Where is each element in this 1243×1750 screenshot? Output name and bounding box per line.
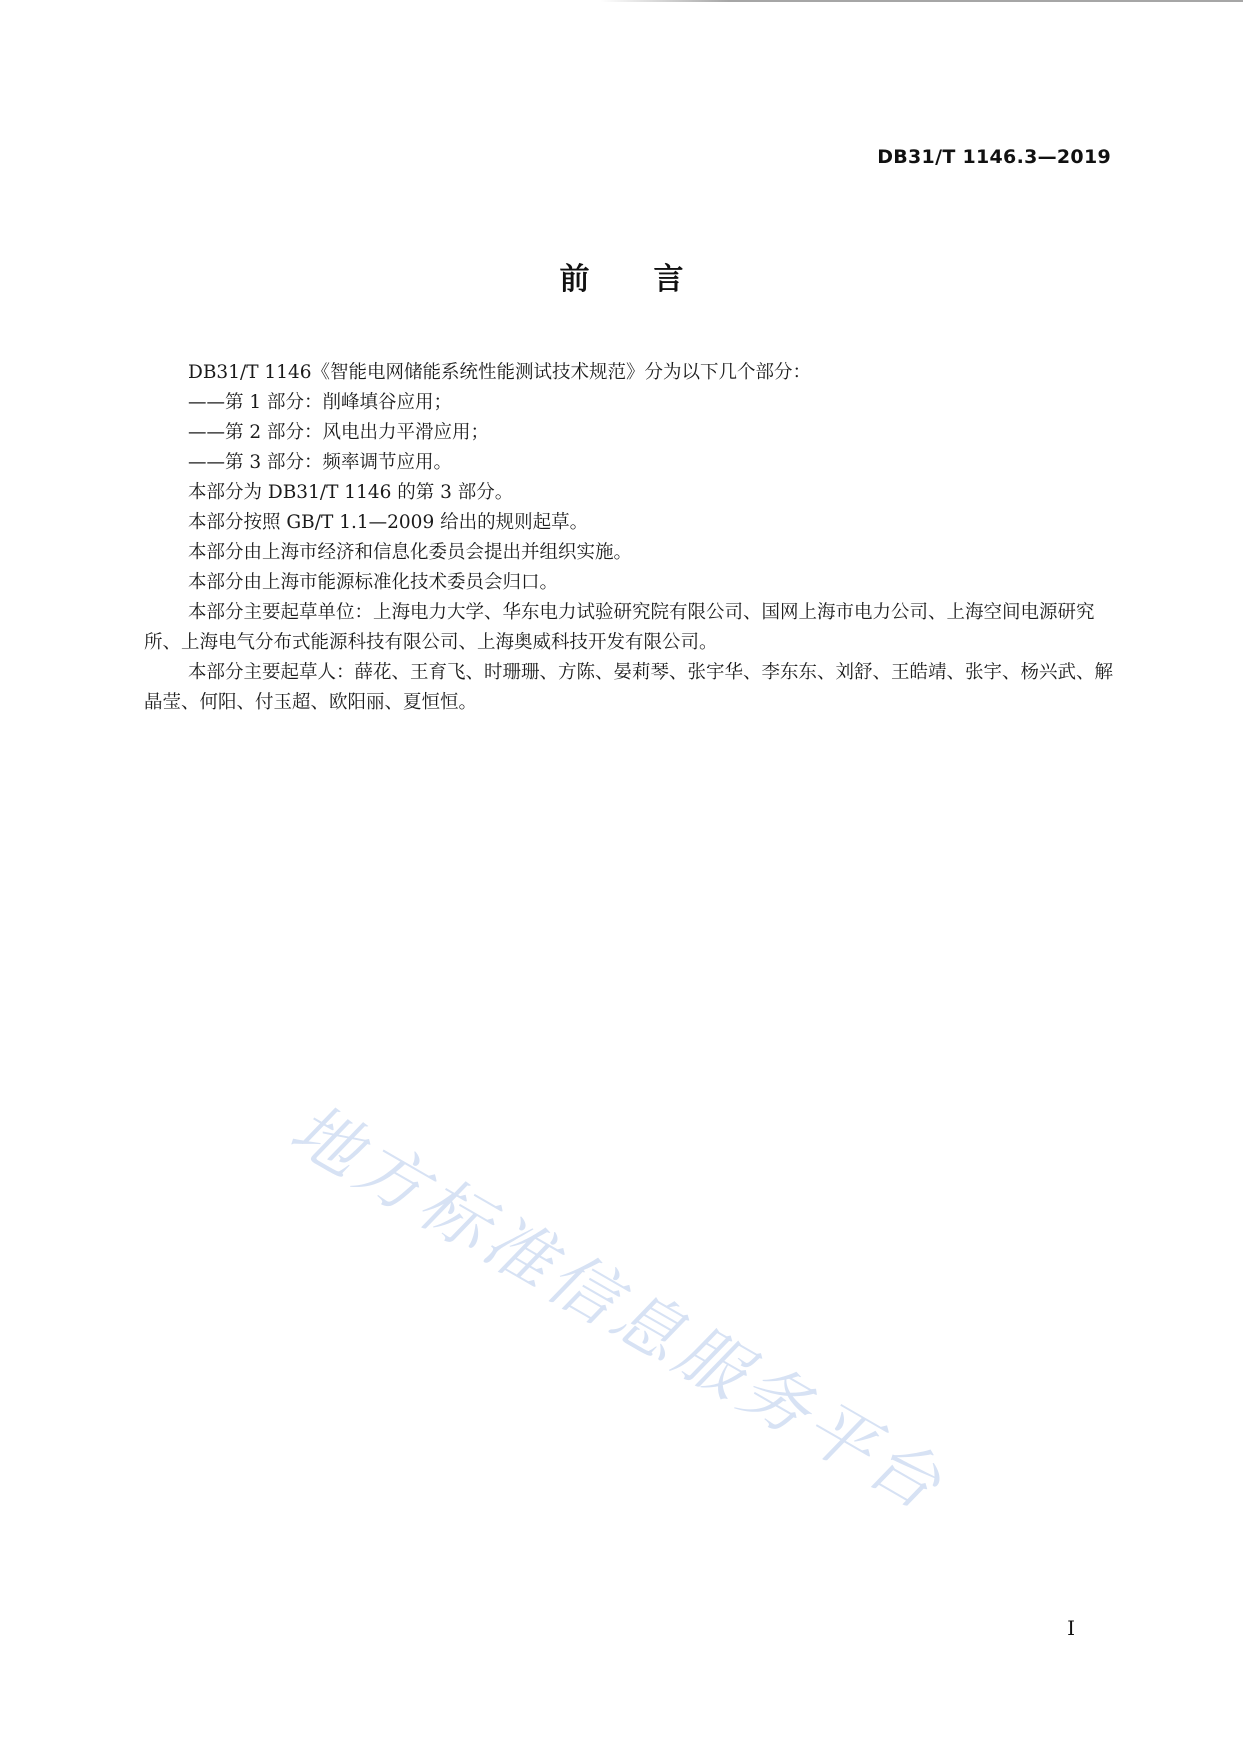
page-title: 前言	[559, 262, 748, 297]
page-number: I	[1067, 1616, 1075, 1640]
paragraph-intro: DB31/T 1146《智能电网储能系统性能测试技术规范》分为以下几个部分：	[188, 362, 812, 383]
scan-edge-line	[600, 0, 1243, 2]
list-item-part-1: ——第 1 部分：削峰填谷应用；	[188, 392, 453, 413]
paragraph-centralized-by: 本部分由上海市能源标准化技术委员会归口。	[188, 572, 559, 593]
paragraph-drafting-units: 本部分主要起草单位：上海电力大学、华东电力试验研究院有限公司、国网上海市电力公司、上海空间电源研究所、上海电气分布式能源科技有限公司、上海奥威科技开发有限公司。	[144, 602, 1095, 653]
foreword-body	[144, 358, 1114, 718]
paragraph-drafting-rules: 本部分按照 GB/T 1.1—2009 给出的规则起草。	[188, 512, 589, 533]
list-item-part-3: ——第 3 部分：频率调节应用。	[188, 452, 453, 473]
paragraph-drafters: 本部分主要起草人：薛花、王育飞、时珊珊、方陈、晏莉琴、张宇华、李东东、刘舒、王皓靖、张宇、杨兴武、解晶莹、何阳、付玉超、欧阳丽、夏恒恒。	[144, 662, 1114, 713]
paragraph-proposed-by: 本部分由上海市经济和信息化委员会提出并组织实施。	[188, 542, 633, 563]
list-item-part-2: ——第 2 部分：风电出力平滑应用；	[188, 422, 490, 443]
paragraph-part-statement: 本部分为 DB31/T 1146 的第 3 部分。	[188, 482, 514, 503]
watermark-text: 地方标准信息服务平台	[277, 1089, 958, 1528]
document-id: DB31/T 1146.3—2019	[877, 146, 1111, 168]
